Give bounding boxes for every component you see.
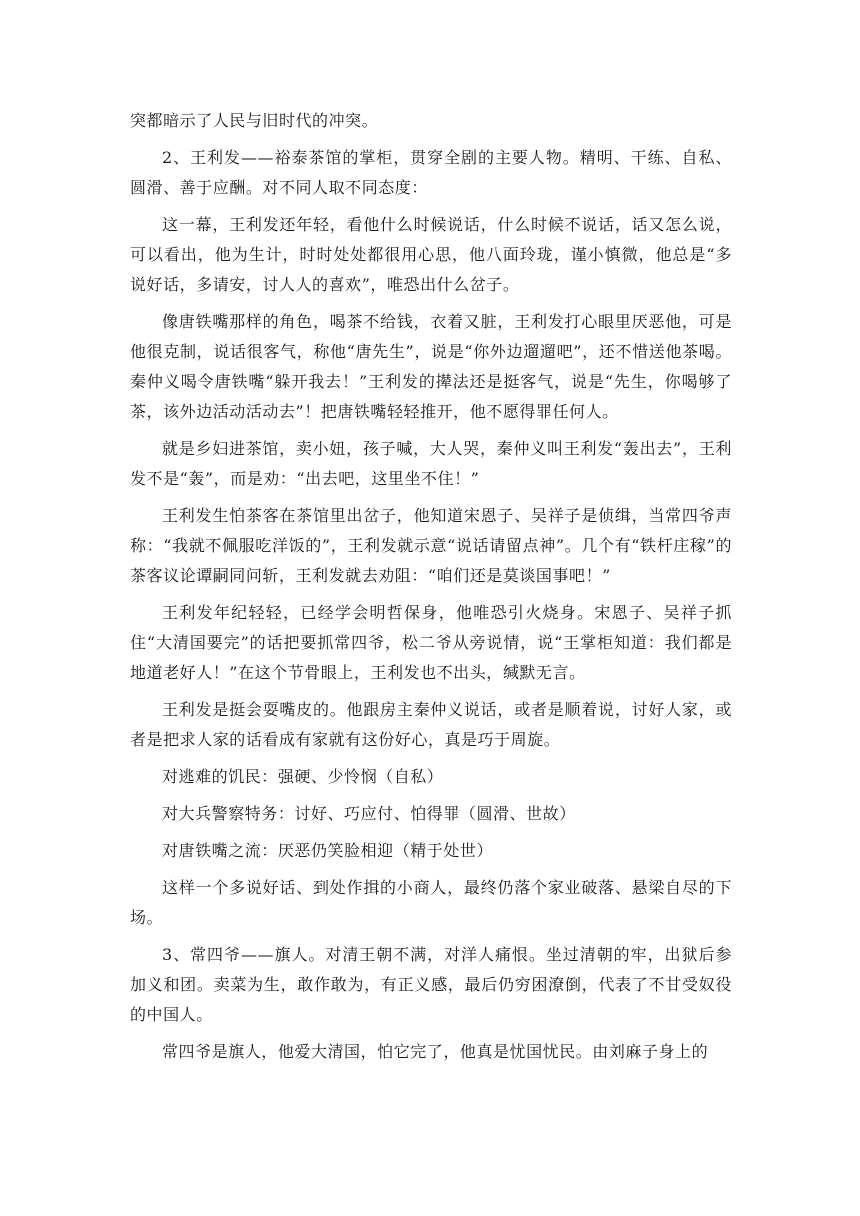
paragraph-village-woman: 就是乡妇进茶馆，卖小妞，孩子喊，大人哭，秦仲义叫王利发“轰出去”，王利发不是“轰”，而是劝：“出去吧，这里坐不住！” (130, 439, 732, 488)
document-body (130, 106, 732, 1074)
paragraph-chang-siye-intro: 3、常四爷——旗人。对清王朝不满，对洋人痛恨。坐过清朝的牢，出狱后参加义和团。卖菜为生，敢作敢为，有正义感，最后仍穷困潦倒，代表了不甘受奴役的中国人。 (130, 945, 732, 1024)
paragraph-soldiers: 对大兵警察特务：讨好、巧应付、怕得罪（圆滑、世故） (162, 804, 576, 823)
paragraph-smooth-talk: 王利发是挺会耍嘴皮的。他跟房主秦仲义说话，或者是顺着说，讨好人家，或者是把求人家的话看成有家就有这份好心，真是巧于周旋。 (130, 700, 732, 749)
paragraph-chang-siye-detail: 常四爷是旗人，他爱大清国，怕它完了，他真是忧国忧民。由刘麻子身上的 (162, 1042, 709, 1061)
paragraph-trouble: 王利发生怕茶客在茶馆里出岔子，他知道宋恩子、吴祥子是侦缉，当常四爷声称：“我就不佩服吃洋饭的”，王利发就示意“说话请留点神”。几个有“铁杆庄稼”的茶客议论谭嗣同问斩，王利发就去劝阻：“咱们还是莫谈国事吧！” (130, 506, 732, 585)
paragraph-self-preservation: 王利发年纪轻轻，已经学会明哲保身，他唯恐引火烧身。宋恩子、吴祥子抓住“大清国要完”的话把要抓常四爷，松二爷从旁说情，说“王掌柜知道：我们都是地道老好人！”在这个节骨眼上，王利发也不出头，缄默无言。 (130, 603, 732, 682)
paragraph-fate: 这样一个多说好话、到处作揖的小商人，最终仍落个家业破落、悬梁自尽的下场。 (130, 878, 732, 927)
paragraph-tang-tiezui: 像唐铁嘴那样的角色，喝茶不给钱，衣着又脏，王利发打心眼里厌恶他，可是他很克制，说话很客气，称他“唐先生”，说是“你外边遛遛吧”，还不惜送他茶喝。秦仲义喝令唐铁嘴“躲开我去！”王利发的撵法还是挺客气，说是“先生，你喝够了茶，该外边活动活动去”！把唐铁嘴轻轻推开，他不愿得罪任何人。 (130, 312, 732, 421)
paragraph-refugees: 对逃难的饥民：强硬、少怜悯（自私） (162, 767, 444, 786)
paragraph-tang-type: 对唐铁嘴之流：厌恶仍笑脸相迎（精于处世） (162, 841, 494, 860)
paragraph-continuation: 突都暗示了人民与旧时代的冲突。 (130, 111, 379, 130)
paragraph-act-one: 这一幕，王利发还年轻，看他什么时候说话，什么时候不说话，话又怎么说，可以看出，他为生计，时时处处都很用心思，他八面玲珑，谨小慎微，他总是“多说好话，多请安，讨人人的喜欢”，唯恐出什么岔子。 (130, 215, 732, 294)
paragraph-wang-lifa-intro: 2、王利发——裕泰茶馆的掌柜，贯穿全剧的主要人物。精明、干练、自私、圆滑、善于应酬。对不同人取不同态度： (130, 148, 732, 197)
